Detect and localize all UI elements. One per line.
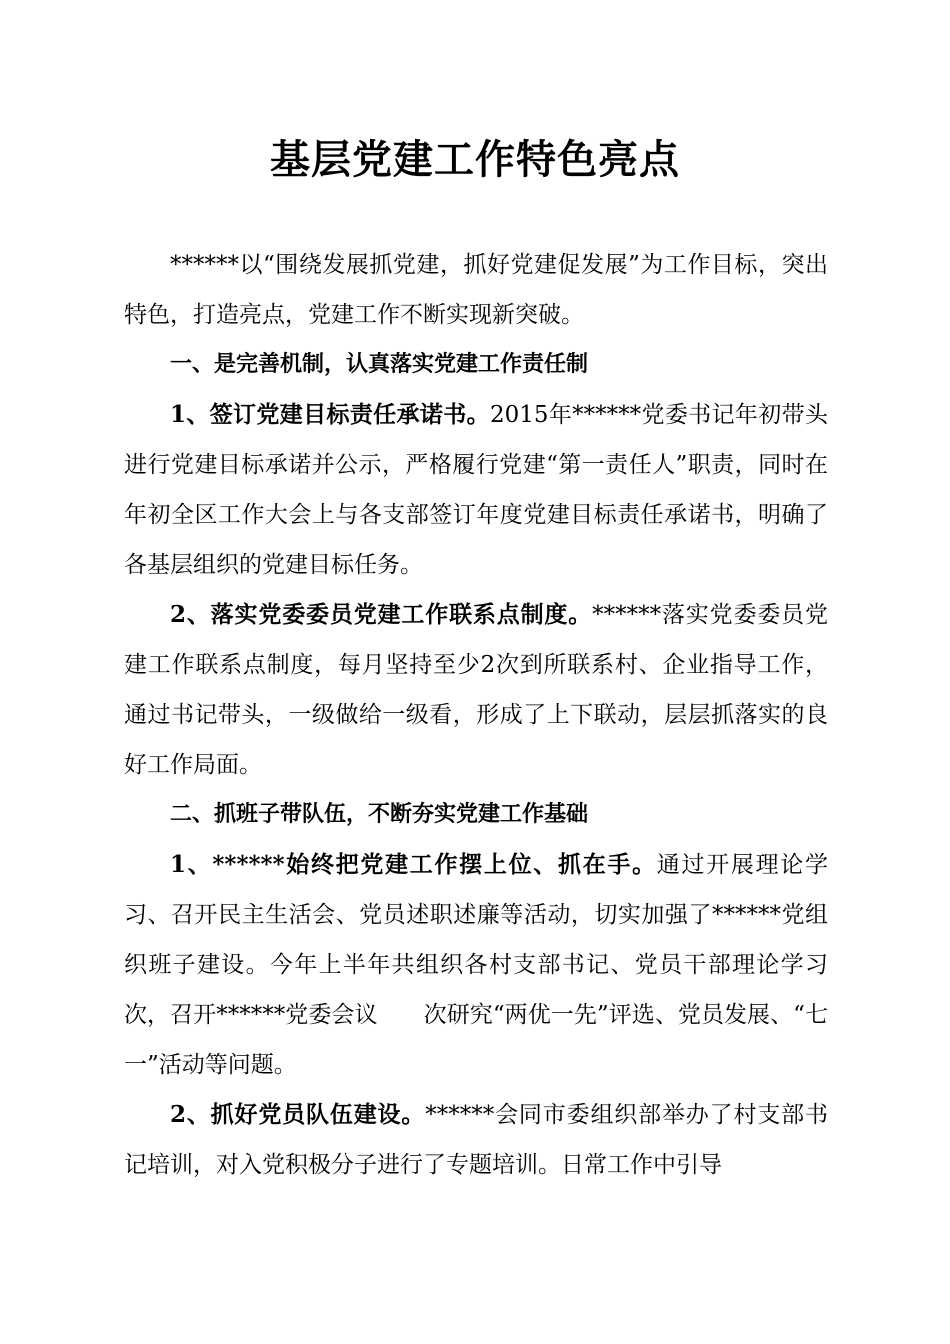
section-1-item-1 <box>124 390 828 590</box>
section-2-item-2 <box>124 1090 828 1190</box>
document-body <box>124 240 851 1190</box>
section-2-item-1-text: 通过开展理论学习、召开民主生活会、党员述职述廉等活动，切实加强了******党组织班子建设。今年上半年共组织各村支部书记、党员干部理论学习 次，召开******党委会议 次研究“两优一先”评选、党员发展、“七一”活动等问题。 <box>124 852 851 1078</box>
section-1-item-2-lead: 2、落实党委委员党建工作联系点制度。 <box>170 601 593 628</box>
section-2-item-2-text: ******会同市委组织部举办了村支部书记培训，对入党积极分子进行了专题培训。日常工作中引导 <box>124 1102 829 1178</box>
section-2-heading: 二、抓班子带队伍，不断夯实党建工作基础 <box>170 802 589 827</box>
document-title: 基层党建工作特色亮点 <box>270 136 680 183</box>
section-1-heading: 一、是完善机制，认真落实党建工作责任制 <box>170 352 589 377</box>
section-2-item-2-lead: 2、抓好党员队伍建设。 <box>170 1101 426 1128</box>
section-1-item-2 <box>124 590 828 790</box>
section-2-item-1 <box>124 840 851 1090</box>
section-2-item-1-lead: 1、******始终把党建工作摆上位、抓在手。 <box>170 851 657 878</box>
section-1-item-1-lead: 1、签订党建目标责任承诺书。 <box>170 401 490 428</box>
section-1-item-1-text: 2015年******党委书记年初带头进行党建目标承诺并公示，严格履行党建“第一责任人”职责，同时在年初全区工作大会上与各支部签订年度党建目标责任承诺书，明确了各基层组织的党建目标任务。 <box>124 402 828 578</box>
intro-paragraph: ******以“围绕发展抓党建，抓好党建促发展”为工作目标，突出特色，打造亮点，党建工作不断实现新突破。 <box>124 252 828 328</box>
section-1-item-2-text: ******落实党委委员党建工作联系点制度，每月坚持至少2次到所联系村、企业指导工作，通过书记带头，一级做给一级看，形成了上下联动，层层抓落实的良好工作局面。 <box>124 602 829 778</box>
